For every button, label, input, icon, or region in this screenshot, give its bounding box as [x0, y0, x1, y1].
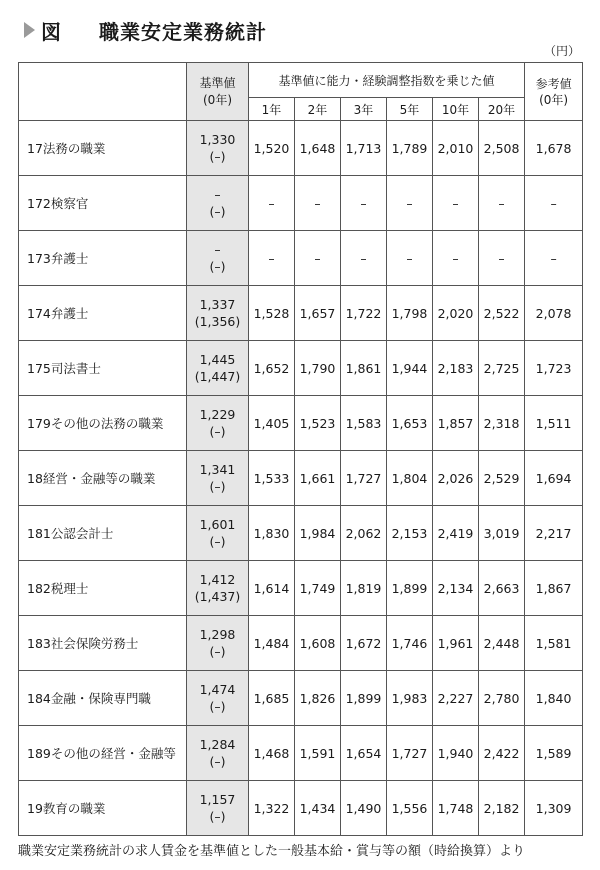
adjusted-value-cell: 1,322 — [249, 781, 295, 836]
adjusted-value-cell: 1,484 — [249, 616, 295, 671]
table-row — [19, 451, 583, 506]
figure-title — [24, 14, 267, 46]
base-value: 1,445 — [199, 352, 236, 367]
base-value: 1,341 — [199, 462, 236, 477]
adjusted-value-cell: 2,020 — [433, 286, 479, 341]
base-value: 1,412 — [199, 572, 236, 587]
reference-value-cell: 1,309 — [525, 781, 583, 836]
adjusted-value-cell: 2,725 — [479, 341, 525, 396]
adjusted-value-cell: 1,652 — [249, 341, 295, 396]
header-reference — [525, 63, 583, 121]
adjusted-value-cell: 1,857 — [433, 396, 479, 451]
adjusted-value-cell: 1,523 — [295, 396, 341, 451]
table-row — [19, 506, 583, 561]
adjusted-value-cell: 1,614 — [249, 561, 295, 616]
base-value-cell — [187, 726, 249, 781]
adjusted-value-cell: 1,490 — [341, 781, 387, 836]
adjusted-value-cell: 2,422 — [479, 726, 525, 781]
adjusted-value-cell: – — [295, 176, 341, 231]
header-adjusted-group: 基準値に能力・経験調整指数を乗じた値 — [249, 63, 525, 98]
base-value-cell — [187, 616, 249, 671]
header-year: 10年 — [433, 98, 479, 121]
base-value: 1,298 — [199, 627, 236, 642]
table-row — [19, 286, 583, 341]
adjusted-value-cell: 1,434 — [295, 781, 341, 836]
adjusted-value-cell: 1,944 — [387, 341, 433, 396]
adjusted-value-cell: – — [387, 176, 433, 231]
adjusted-value-cell: 2,780 — [479, 671, 525, 726]
base-value-sub: (1,356) — [194, 314, 241, 329]
adjusted-value-cell: 2,663 — [479, 561, 525, 616]
base-value-sub: (–) — [209, 534, 226, 549]
reference-value-cell: 1,840 — [525, 671, 583, 726]
adjusted-value-cell: 2,062 — [341, 506, 387, 561]
base-value-sub: (–) — [209, 479, 226, 494]
adjusted-value-cell: 2,227 — [433, 671, 479, 726]
wage-table — [18, 62, 583, 836]
base-value: 1,601 — [199, 517, 236, 532]
base-value-cell — [187, 506, 249, 561]
base-value-cell — [187, 396, 249, 451]
base-value: – — [214, 187, 221, 202]
occupation-cell: 184金融・保険専門職 — [19, 671, 187, 726]
adjusted-value-cell: 1,790 — [295, 341, 341, 396]
base-value-sub: (–) — [209, 699, 226, 714]
adjusted-value-cell: 1,672 — [341, 616, 387, 671]
base-value-cell — [187, 176, 249, 231]
adjusted-value-cell: – — [249, 231, 295, 286]
adjusted-value-cell: 1,983 — [387, 671, 433, 726]
base-value-sub: (1,437) — [194, 589, 241, 604]
adjusted-value-cell: 1,654 — [341, 726, 387, 781]
adjusted-value-cell: 1,748 — [433, 781, 479, 836]
reference-value-cell: 1,678 — [525, 121, 583, 176]
adjusted-value-cell: 2,153 — [387, 506, 433, 561]
reference-value-cell: – — [525, 231, 583, 286]
adjusted-value-cell: 1,468 — [249, 726, 295, 781]
reference-value-cell: 1,694 — [525, 451, 583, 506]
adjusted-value-cell: 1,727 — [387, 726, 433, 781]
adjusted-value-cell: – — [249, 176, 295, 231]
adjusted-value-cell: 1,556 — [387, 781, 433, 836]
adjusted-value-cell: 1,961 — [433, 616, 479, 671]
adjusted-value-cell: 1,861 — [341, 341, 387, 396]
reference-value-cell: 2,217 — [525, 506, 583, 561]
adjusted-value-cell: 1,520 — [249, 121, 295, 176]
base-value-cell — [187, 286, 249, 341]
adjusted-value-cell: 2,183 — [433, 341, 479, 396]
occupation-cell: 189その他の経営・金融等 — [19, 726, 187, 781]
base-value: – — [214, 242, 221, 257]
base-value: 1,229 — [199, 407, 236, 422]
adjusted-value-cell: 2,318 — [479, 396, 525, 451]
occupation-cell: 174弁護士 — [19, 286, 187, 341]
adjusted-value-cell: 1,826 — [295, 671, 341, 726]
adjusted-value-cell: 1,405 — [249, 396, 295, 451]
adjusted-value-cell: 1,830 — [249, 506, 295, 561]
adjusted-value-cell: 1,899 — [341, 671, 387, 726]
base-value-sub: (–) — [209, 204, 226, 219]
base-value: 1,284 — [199, 737, 236, 752]
header-year: 5年 — [387, 98, 433, 121]
adjusted-value-cell: – — [387, 231, 433, 286]
adjusted-value-cell: 2,134 — [433, 561, 479, 616]
header-reference-year: (0年) — [539, 92, 569, 107]
table-row — [19, 231, 583, 286]
adjusted-value-cell: – — [479, 231, 525, 286]
figure-prefix: 図 — [41, 19, 61, 44]
adjusted-value-cell: 2,529 — [479, 451, 525, 506]
adjusted-value-cell: – — [433, 231, 479, 286]
adjusted-value-cell: 2,448 — [479, 616, 525, 671]
header-occupation — [19, 63, 187, 121]
base-value-sub: (–) — [209, 754, 226, 769]
adjusted-value-cell: 1,528 — [249, 286, 295, 341]
base-value: 1,330 — [199, 132, 236, 147]
adjusted-value-cell: 2,522 — [479, 286, 525, 341]
base-value: 1,157 — [199, 792, 236, 807]
table-row — [19, 671, 583, 726]
adjusted-value-cell: – — [341, 231, 387, 286]
header-year: 1年 — [249, 98, 295, 121]
base-value-sub: (–) — [209, 644, 226, 659]
adjusted-value-cell: 1,789 — [387, 121, 433, 176]
base-value: 1,337 — [199, 297, 236, 312]
adjusted-value-cell: 2,026 — [433, 451, 479, 506]
header-reference-label: 参考値 — [535, 76, 572, 91]
triangle-marker-icon — [24, 22, 35, 38]
adjusted-value-cell: 2,419 — [433, 506, 479, 561]
adjusted-value-cell: 1,685 — [249, 671, 295, 726]
table-row — [19, 726, 583, 781]
adjusted-value-cell: – — [479, 176, 525, 231]
base-value-cell — [187, 781, 249, 836]
adjusted-value-cell: 1,899 — [387, 561, 433, 616]
adjusted-value-cell: – — [295, 231, 341, 286]
occupation-cell: 182税理士 — [19, 561, 187, 616]
reference-value-cell: 2,078 — [525, 286, 583, 341]
base-value-sub: (–) — [209, 149, 226, 164]
table-row — [19, 121, 583, 176]
adjusted-value-cell: 1,722 — [341, 286, 387, 341]
occupation-cell: 19教育の職業 — [19, 781, 187, 836]
base-value: 1,474 — [199, 682, 236, 697]
adjusted-value-cell: – — [433, 176, 479, 231]
header-year: 2年 — [295, 98, 341, 121]
table-row — [19, 396, 583, 451]
header-year: 3年 — [341, 98, 387, 121]
adjusted-value-cell: 1,713 — [341, 121, 387, 176]
reference-value-cell: 1,581 — [525, 616, 583, 671]
adjusted-value-cell: – — [341, 176, 387, 231]
occupation-cell: 17法務の職業 — [19, 121, 187, 176]
adjusted-value-cell: 1,727 — [341, 451, 387, 506]
adjusted-value-cell: 1,804 — [387, 451, 433, 506]
adjusted-value-cell: 1,749 — [295, 561, 341, 616]
adjusted-value-cell: 1,583 — [341, 396, 387, 451]
base-value-cell — [187, 671, 249, 726]
adjusted-value-cell: 2,508 — [479, 121, 525, 176]
occupation-cell: 175司法書士 — [19, 341, 187, 396]
base-value-sub: (1,447) — [194, 369, 241, 384]
adjusted-value-cell: 1,653 — [387, 396, 433, 451]
page-title: 職業安定業務統計 — [99, 19, 267, 44]
base-value-sub: (–) — [209, 259, 226, 274]
adjusted-value-cell: 1,940 — [433, 726, 479, 781]
adjusted-value-cell: 1,533 — [249, 451, 295, 506]
adjusted-value-cell: 2,182 — [479, 781, 525, 836]
adjusted-value-cell: 3,019 — [479, 506, 525, 561]
adjusted-value-cell: 1,657 — [295, 286, 341, 341]
base-value-cell — [187, 561, 249, 616]
header-year: 20年 — [479, 98, 525, 121]
header-base-label: 基準値 — [199, 75, 236, 90]
base-value-cell — [187, 451, 249, 506]
reference-value-cell: 1,723 — [525, 341, 583, 396]
base-value-sub: (–) — [209, 809, 226, 824]
figure-caption: 職業安定業務統計の求人賃金を基準値とした一般基本給・賞与等の額（時給換算）より — [18, 844, 526, 859]
base-value-cell — [187, 231, 249, 286]
table-row — [19, 341, 583, 396]
occupation-cell: 181公認会計士 — [19, 506, 187, 561]
base-value-cell — [187, 341, 249, 396]
adjusted-value-cell: 1,608 — [295, 616, 341, 671]
base-value-cell — [187, 121, 249, 176]
adjusted-value-cell: 2,010 — [433, 121, 479, 176]
reference-value-cell: 1,511 — [525, 396, 583, 451]
reference-value-cell: – — [525, 176, 583, 231]
adjusted-value-cell: 1,798 — [387, 286, 433, 341]
adjusted-value-cell: 1,591 — [295, 726, 341, 781]
table-row — [19, 616, 583, 671]
adjusted-value-cell: 1,819 — [341, 561, 387, 616]
occupation-cell: 18経営・金融等の職業 — [19, 451, 187, 506]
adjusted-value-cell: 1,746 — [387, 616, 433, 671]
header-base-year: (0年) — [203, 92, 232, 107]
header-base — [187, 63, 249, 121]
adjusted-value-cell: 1,984 — [295, 506, 341, 561]
adjusted-value-cell: 1,648 — [295, 121, 341, 176]
occupation-cell: 179その他の法務の職業 — [19, 396, 187, 451]
reference-value-cell: 1,589 — [525, 726, 583, 781]
base-value-sub: (–) — [209, 424, 226, 439]
reference-value-cell: 1,867 — [525, 561, 583, 616]
table-row — [19, 781, 583, 836]
table-row — [19, 176, 583, 231]
table-row — [19, 561, 583, 616]
adjusted-value-cell: 1,661 — [295, 451, 341, 506]
occupation-cell: 173弁護士 — [19, 231, 187, 286]
occupation-cell: 183社会保険労務士 — [19, 616, 187, 671]
occupation-cell: 172検察官 — [19, 176, 187, 231]
unit-label: （円） — [543, 44, 580, 58]
